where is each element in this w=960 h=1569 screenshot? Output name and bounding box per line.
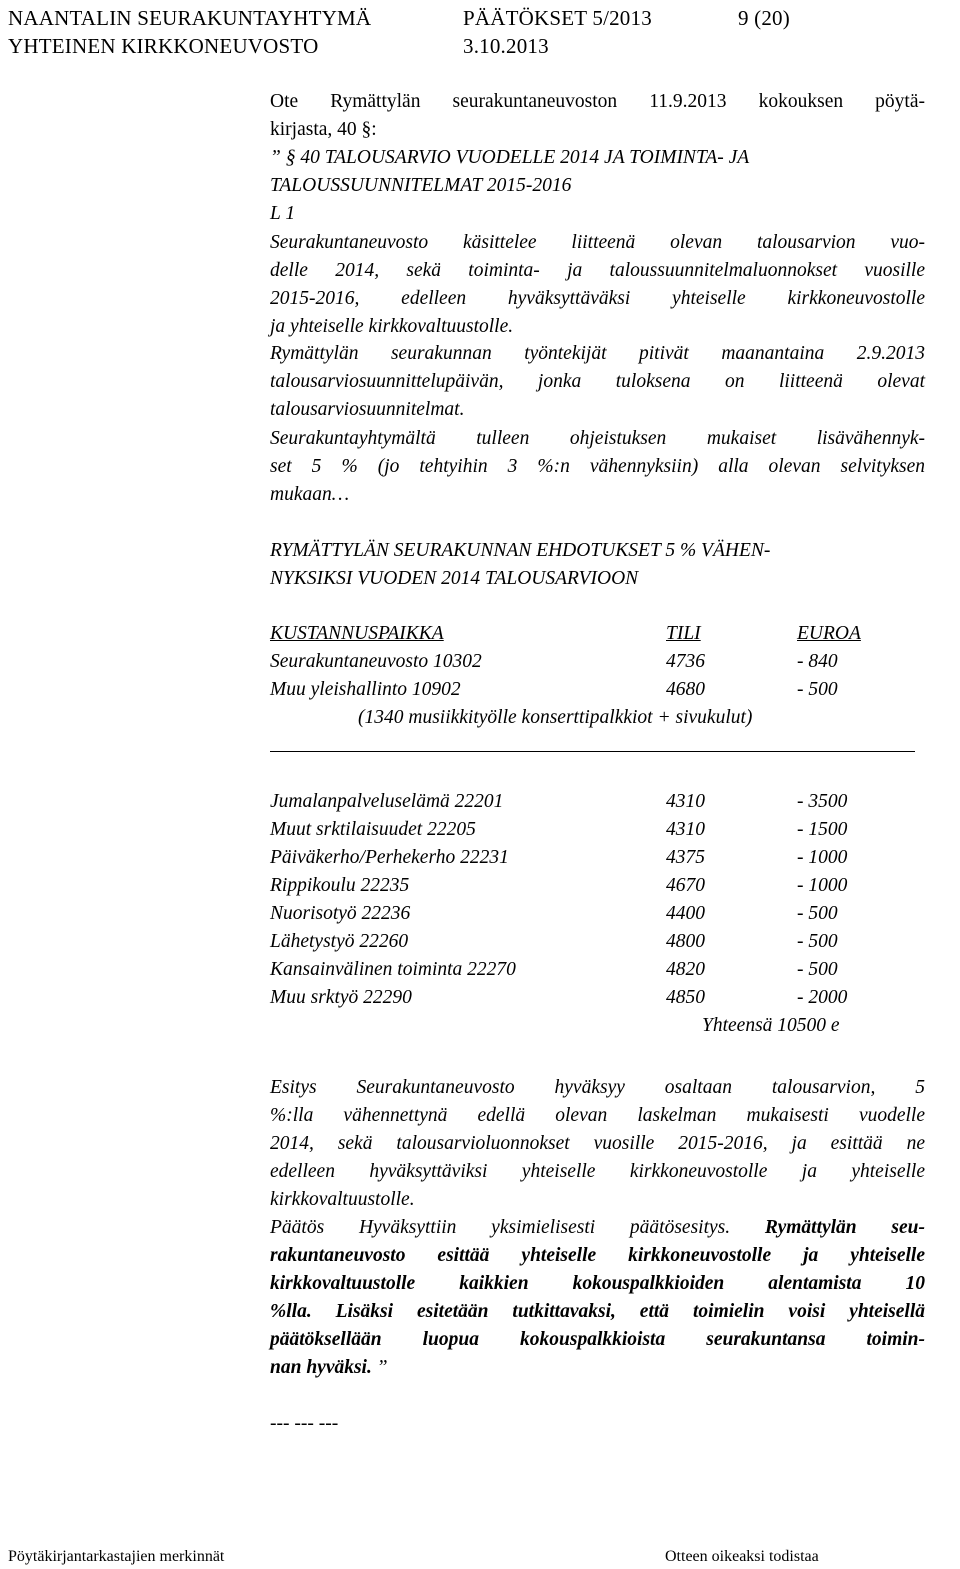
table-row	[270, 844, 890, 872]
cell-account: 4680	[666, 679, 705, 700]
table-row	[270, 984, 890, 1012]
decision-line: rakuntaneuvosto esittää yhteiselle kirkkoneuvostolle ja yhteiselle	[270, 1245, 925, 1266]
paragraph-line: ja yhteiselle kirkkovaltuustolle.	[270, 316, 514, 337]
paragraph-line: 2015-2016, edelleen hyväksyttäväksi yhteiselle kirkkoneuvostolle	[270, 288, 925, 309]
paragraph-line: kirkkovaltuustolle.	[270, 1189, 415, 1210]
decision-paragraph	[270, 1214, 925, 1382]
column-header-account: TILI	[666, 623, 701, 644]
paragraph-planning-day	[270, 340, 925, 424]
table-note-row	[270, 704, 890, 732]
decision-bold: nan hyväksi.	[270, 1357, 372, 1378]
cell-cost-center: Rippikoulu 22235	[270, 875, 410, 896]
table-row	[270, 788, 890, 816]
quoted-section-title: TALOUSSUUNNITELMAT 2015-2016	[270, 175, 572, 196]
cell-euros: - 500	[797, 679, 838, 700]
cell-cost-center: Muu srktyö 22290	[270, 987, 412, 1008]
decision-plain: Päätös Hyväksyttiin yksimielisesti päätösesitys.	[270, 1217, 765, 1238]
quoted-section-title: ” § 40 TALOUSARVIO VUODELLE 2014 JA TOIMINTA- JA	[270, 147, 750, 168]
document-date: 3.10.2013	[463, 34, 549, 58]
footer-reviewers-note: Pöytäkirjantarkastajien merkinnät	[8, 1548, 225, 1565]
cell-euros: - 500	[797, 959, 838, 980]
paragraph-budget	[270, 229, 925, 341]
table-row	[270, 872, 890, 900]
paragraph-line: Seurakuntaneuvosto käsittelee liitteenä olevan talousarvion vuo-	[270, 232, 925, 253]
cell-account: 4670	[666, 875, 705, 896]
attachment-ref: L 1	[270, 203, 296, 224]
decision-line: %lla. Lisäksi esitetään tutkittavaksi, että toimielin voisi yhteisellä	[270, 1301, 925, 1322]
intro-block	[270, 88, 925, 228]
page-number: 9 (20)	[738, 6, 790, 30]
decision-line: kirkkovaltuustolle kaikkien kokouspalkkioiden alentamista 10	[270, 1273, 925, 1294]
cell-cost-center: Muut srktilaisuudet 22205	[270, 819, 476, 840]
table-row	[270, 816, 890, 844]
cell-cost-center: Seurakuntaneuvosto 10302	[270, 651, 482, 672]
paragraph-line: talousarviosuunnittelupäivän, jonka tuloksena on liitteenä olevat	[270, 371, 925, 392]
end-separator: --- --- ---	[270, 1413, 339, 1434]
cell-euros: - 2000	[797, 987, 848, 1008]
document-title: PÄÄTÖKSET 5/2013	[463, 6, 652, 30]
cell-cost-center: Nuorisotyö 22236	[270, 903, 411, 924]
column-header-euros: EUROA	[797, 623, 861, 644]
paragraph-line: talousarviosuunnitelmat.	[270, 399, 465, 420]
cell-cost-center: Kansainvälinen toiminta 22270	[270, 959, 516, 980]
cell-cost-center: Päiväkerho/Perhekerho 22231	[270, 847, 509, 868]
cell-euros: - 1000	[797, 847, 848, 868]
table-row	[270, 900, 890, 928]
paragraph-reductions	[270, 425, 925, 509]
proposal-title-line: NYKSIKSI VUODEN 2014 TALOUSARVIOON	[270, 568, 639, 589]
cell-cost-center: Muu yleishallinto 10902	[270, 679, 461, 700]
proposal-paragraph	[270, 1074, 925, 1214]
decision-line: päätöksellään luopua kokouspalkkioista seurakuntansa toimin-	[270, 1329, 925, 1350]
paragraph-line: mukaan…	[270, 484, 350, 505]
organization-name: NAANTALIN SEURAKUNTAYHTYMÄ	[8, 6, 372, 30]
cell-euros: - 500	[797, 931, 838, 952]
cell-euros: - 1500	[797, 819, 848, 840]
paragraph-line: 2014, sekä talousarvioluonnokset vuosille 2015-2016, ja esittää ne	[270, 1133, 925, 1154]
decision-bold: Rymättylän seu-	[764, 1217, 926, 1238]
table-note: (1340 musiikkityölle konserttipalkkiot + sivukulut)	[358, 707, 753, 728]
intro-line: kirjasta, 40 §:	[270, 119, 377, 140]
cell-euros: - 840	[797, 651, 838, 672]
paragraph-line: Seurakuntayhtymältä tulleen ohjeistuksen mukaiset lisävähennyk-	[270, 428, 925, 449]
paragraph-line: Rymättylän seurakunnan työntekijät pitivät maanantaina 2.9.2013	[270, 343, 925, 364]
table-row	[270, 676, 890, 704]
table-divider	[270, 751, 915, 752]
paragraph-line: set 5 % (jo tehtyihin 3 %:n vähennyksiin) alla olevan selvityksen	[270, 456, 925, 477]
footer-certification: Otteen oikeaksi todistaa	[665, 1548, 819, 1565]
cell-account: 4310	[666, 819, 705, 840]
intro-line: Ote Rymättylän seurakuntaneuvoston 11.9.2013 kokouksen pöytä-	[270, 91, 925, 112]
cell-account: 4375	[666, 847, 705, 868]
cell-account: 4820	[666, 959, 705, 980]
cell-euros: - 500	[797, 903, 838, 924]
proposal-title-line: RYMÄTTYLÄN SEURAKUNNAN EHDOTUKSET 5 % VÄHEN-	[270, 540, 771, 561]
cell-cost-center: Lähetystyö 22260	[270, 931, 409, 952]
cell-account: 4310	[666, 791, 705, 812]
body-name: YHTEINEN KIRKKONEUVOSTO	[8, 34, 319, 58]
cell-account: 4850	[666, 987, 705, 1008]
column-header-cost-center: KUSTANNUSPAIKKA	[270, 623, 444, 644]
decision-plain: ”	[371, 1357, 388, 1378]
paragraph-line: %:lla vähennettynä edellä olevan laskelman mukaisesti vuodelle	[270, 1105, 925, 1126]
table-row	[270, 956, 890, 984]
table-row	[270, 928, 890, 956]
cell-account: 4400	[666, 903, 705, 924]
table-row	[270, 648, 890, 676]
cell-account: 4800	[666, 931, 705, 952]
paragraph-line: Esitys Seurakuntaneuvosto hyväksyy osaltaan talousarvion, 5	[270, 1077, 925, 1098]
paragraph-line: delle 2014, sekä toiminta- ja taloussuunnitelmaluonnokset vuosille	[270, 260, 925, 281]
cell-cost-center: Jumalanpalveluselämä 22201	[270, 791, 504, 812]
table-header	[270, 620, 890, 648]
table-total: Yhteensä 10500 e	[702, 1015, 840, 1036]
decision-line	[270, 1354, 925, 1382]
cell-euros: - 1000	[797, 875, 848, 896]
paragraph-line: edelleen hyväksyttäviksi yhteiselle kirkkoneuvostolle ja yhteiselle	[270, 1161, 925, 1182]
decision-line	[270, 1214, 925, 1242]
cell-account: 4736	[666, 651, 705, 672]
table-total-row	[270, 1012, 890, 1040]
cell-euros: - 3500	[797, 791, 848, 812]
proposal-title	[270, 537, 925, 593]
